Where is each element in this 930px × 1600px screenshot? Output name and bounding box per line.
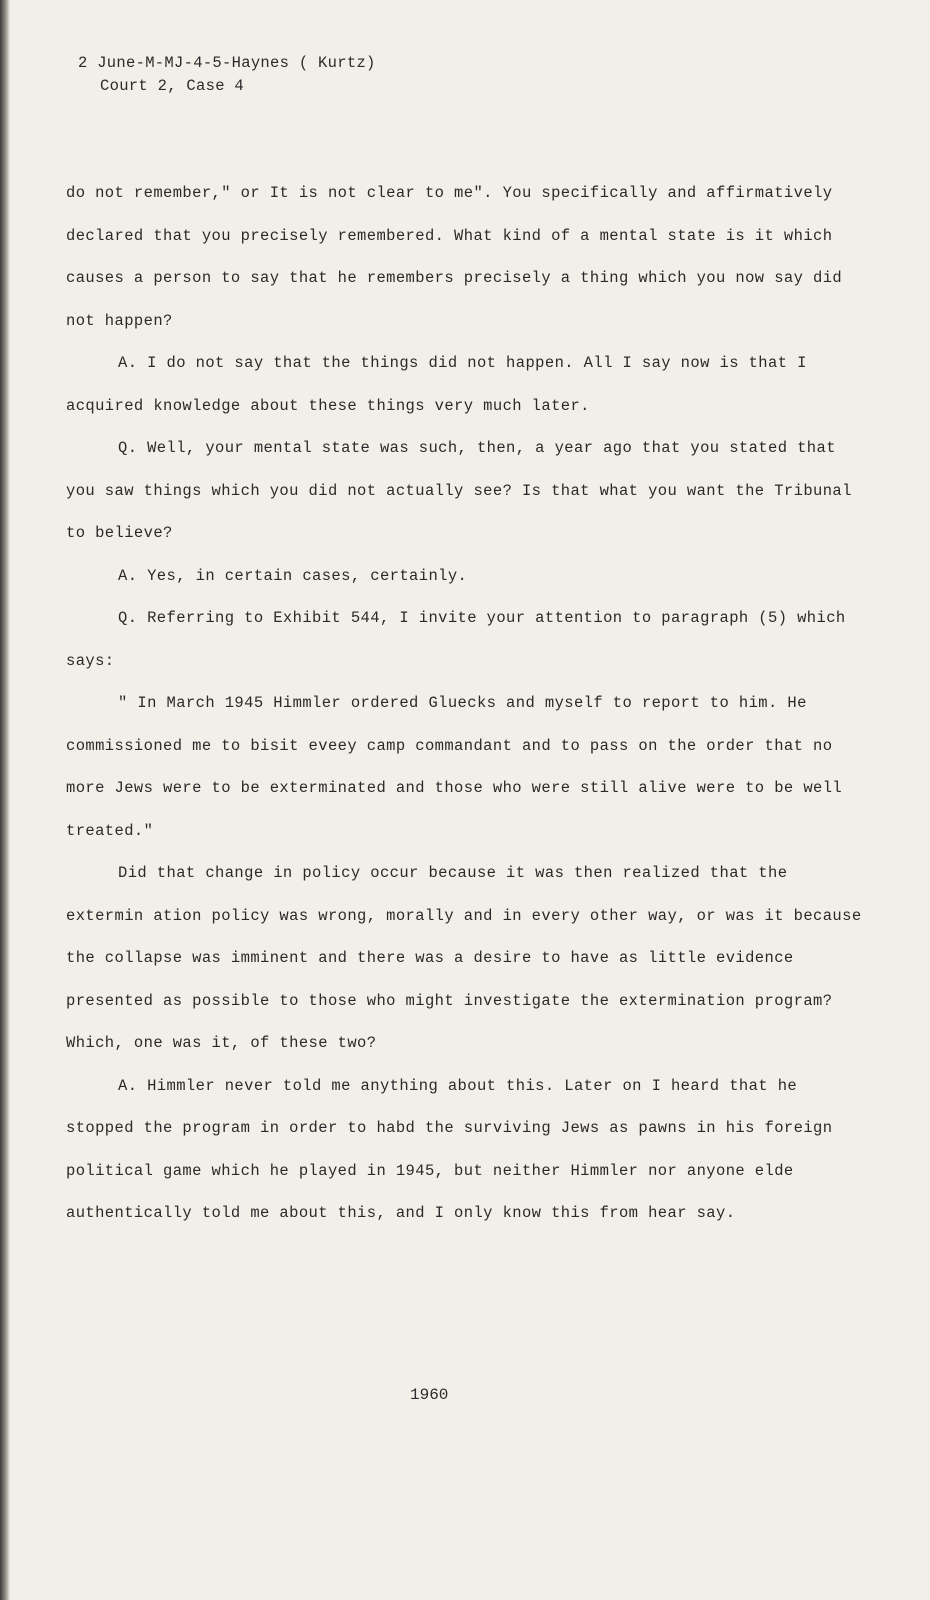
paragraph-question-3: Did that change in policy occur because it was then realized that the extermin ation policy was wrong, morally and in every other way, or was it because the collapse was imminent and there was a desire to have as little evidence presented as possible to those who might investigate the extermination program? Which, one was it, of these two?: [66, 864, 872, 1052]
paragraph-quotation: " In March 1945 Himmler ordered Gluecks and myself to report to him. He commissioned me to bisit eveey camp commandant and to pass on the order that no more Jews were to be exterminated and those who were still alive were to be well treated.": [66, 694, 852, 840]
paragraph-answer-2: A. Yes, in certain cases, certainly.: [118, 566, 468, 585]
page-number: 1960: [410, 1386, 449, 1404]
paragraph-continuation: do not remember," or It is not clear to me". You specifically and affirmatively declared that you precisely remembered. What kind of a mental state is it which causes a person to say that he remembers precisely a thing which you now say did not happen?: [66, 184, 852, 330]
page-header: [78, 52, 376, 98]
paragraph-question-1: Q. Well, your mental state was such, then, a year ago that you stated that you saw things which you did not actually see? Is that what you want the Tribunal to believe?: [66, 439, 862, 542]
page-edge-shadow: [0, 0, 10, 1600]
paragraph-answer-1: A. I do not say that the things did not happen. All I say now is that I acquired knowledge about these things very much later.: [66, 354, 817, 415]
transcript-body: [66, 172, 872, 1235]
paragraph-answer-3: A. Himmler never told me anything about this. Later on I heard that he stopped the program in order to habd the surviving Jews as pawns in his foreign political game which he played in 1945, but neither Himmler nor anyone elde authentically told me about this, and I only know this from hear say.: [66, 1076, 843, 1222]
header-line-2: Court 2, Case 4: [100, 77, 245, 95]
paragraph-question-2: Q. Referring to Exhibit 544, I invite your attention to paragraph (5) which says:: [66, 609, 856, 670]
header-line-1: 2 June-M-MJ-4-5-Haynes ( Kurtz): [78, 54, 376, 72]
